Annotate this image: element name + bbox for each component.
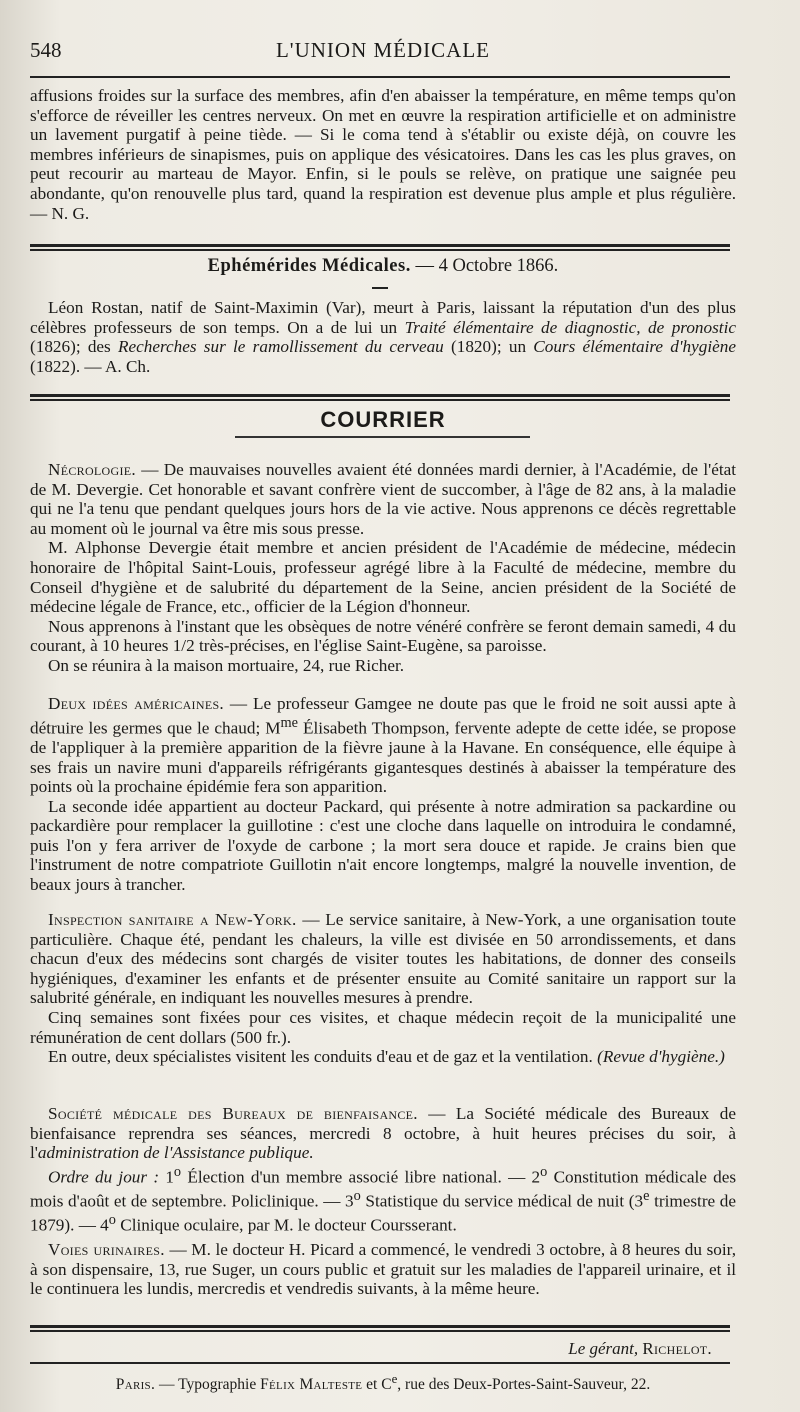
footer-divider-b [30, 1330, 730, 1332]
necrologie-paragraph-3: Nous apprenons à l'instant que les obsèques de notre vénéré confrère se feront demain samedi, 4 du courant, à 10 heures 1/2 très-précises, en l'église Saint-Eugène, sa paroisse. [30, 616, 736, 656]
ephemerides-date: — 4 Octobre 1866. [415, 256, 559, 276]
voies-paragraph: Voies urinaires. — M. le docteur H. Picard a commencé, le vendredi 3 octobre, à 8 heures du soir, à son dispensaire, 13, rue Suger, un cours public et gratuit sur les maladies de l'appareil urinaire, et il le continuera les lundis, mercredis et vendredis suivants, à la même heure. [30, 1240, 736, 1299]
societe-paragraph-2: Ordre du jour : 1$^o$ Élection d'un membre associé libre national. — 2$^o$ Constitution médicale des mois d'août et de septembre. Policlinique. — 3$^o$ Statistique du service médical de nuit (3e trimestre de 1879). — 4$^o$ Clinique oculaire, par M. le docteur Coursserant. [30, 1163, 737, 1236]
journal-title: L'UNION MÉDICALE [275, 38, 490, 62]
page-number: 548 [30, 38, 62, 62]
section-divider-1b [30, 249, 730, 251]
necrologie-section [30, 460, 736, 676]
signature-rule [30, 1362, 730, 1364]
ephemerides-title: Ephémérides Médicales. [207, 256, 411, 276]
idees-heading: Deux idées américaines. [48, 694, 225, 713]
societe-section [30, 1104, 736, 1236]
ephemerides-paragraph: Léon Rostan, natif de Saint-Maximin (Var), meurt à Paris, laissant la réputation d'un des plus célèbres professeurs de son temps. On a de lui un Traité élémentaire de diagnostic, de pronostic (1826); des Recherches sur le ramollissement du cerveau (1820); un Cours élémentaire d'hygiène (1822). — A. Ch. [30, 298, 736, 376]
intro-paragraph: affusions froides sur la surface des membres, afin d'en abaisser la température, en même temps qu'on s'efforce de réveiller les centres nerveux. On met en œuvre la respiration artificielle et on administre un lavement purgatif à peine tiède. — Si le coma tend à s'établir ou existe déjà, on couvre les membres inférieurs de sinapismes, puis on applique des vésicatoires. Dans les cas les plus graves, on peut recourir au marteau de Mayor. Enfin, si le pouls se relève, on pratique une saignée peu abondante, qu'on renouvelle plus tard, quand la respiration est devenue plus ample et plus régulière. — N. G. [30, 86, 736, 223]
ephemerides-section [30, 298, 736, 376]
inspection-section [30, 910, 736, 1067]
header-rule [30, 76, 730, 78]
ephemerides-dash [372, 287, 388, 289]
inspection-citation: (Revue d'hygiène.) [597, 1047, 725, 1067]
work-title-recherches: Recherches sur le ramollissement du cerveau [118, 337, 444, 357]
section-divider-2b [30, 399, 730, 401]
idees-paragraph-2: La seconde idée appartient au docteur Packard, qui présente à notre admiration sa packardine ou packardière pour remplacer la guillotine : c'est une cloche dans laquelle on introduira le condamné, puis l'on y fera arriver de l'oxyde de carbone ; la mort sera douce et rapide. Je crains bien que l'instrument de notre compatriote Guillotin n'ait encore longtemps, malgré la nouvelle invention, de beaux jours à trancher. [30, 796, 736, 895]
societe-heading: Société médicale des Bureaux de bienfaisance. [48, 1104, 418, 1123]
page-header [30, 38, 736, 72]
courrier-underline [235, 436, 530, 438]
signature-name: Richelot. [642, 1339, 712, 1358]
signature [30, 1339, 712, 1359]
section-divider-1 [30, 244, 730, 247]
idees-section [30, 694, 736, 895]
ordre-du-jour-label: Ordre du jour : [48, 1167, 160, 1187]
signature-label: Le gérant, [568, 1339, 639, 1358]
inspection-heading: Inspection sanitaire a New-York. [48, 910, 297, 929]
necrologie-paragraph-4: On se réunira à la maison mortuaire, 24, rue Richer. [48, 655, 405, 675]
printer-name: Félix Malteste [260, 1376, 363, 1394]
societe-paragraph-1: Société médicale des Bureaux de bienfaisance. — La Société médicale des Bureaux de bienfaisance reprendra ses séances, mercredi 8 octobre, à huit heures précises du soir, à l'administration de l'Assistance publique. [30, 1104, 736, 1163]
necrologie-heading: Nécrologie. [48, 460, 137, 479]
work-title-hygiene: Cours élémentaire d'hygiène [533, 337, 736, 357]
courrier-title: COURRIER [320, 407, 446, 432]
intro-section [30, 86, 736, 223]
section-divider-2 [30, 394, 730, 397]
idees-paragraph-1: Deux idées américaines. — Le professeur Gamgee ne doute pas que le froid ne soit aussi apte à détruire les germes que le chaud; $M^{me}$ Élisabeth Thompson, fervente adepte de cette idée, se propose de l'appliquer à la première apparition de la fièvre jaune à la Havane. En conséquence, elle équipe à ses frais un navire muni d'appareils réfrigérants gigantesques destinés à abaisser la température des points où la prochaine épidémie fera son apparition. [30, 694, 736, 797]
ephemerides-heading [30, 256, 736, 277]
printer-imprint: Paris. — Typographie Félix Malteste et Ce, rue des Deux-Portes-Saint-Sauveur, 22. [115, 1371, 651, 1394]
necrologie-paragraph-2: M. Alphonse Devergie était membre et ancien président de l'Académie de médecine, médecin honoraire de l'hôpital Saint-Louis, professeur agrégé libre à la Faculté de médecine, membre du Conseil d'hygiène et de salubrité du département de la Seine, ancien président de la Société de médecine légale de France, etc., officier de la Légion d'honneur. [30, 538, 736, 617]
voies-heading: Voies urinaires. [48, 1240, 165, 1259]
voies-section [30, 1240, 736, 1299]
footer-divider [30, 1325, 730, 1328]
inspection-paragraph-3: En outre, deux spécialistes visitent les conduits d'eau et de gaz et la ventilation. (Revue d'hygiène.) [48, 1047, 725, 1067]
inspection-paragraph-2: Cinq semaines sont fixées pour ces visites, et chaque médecin reçoit de la municipalité une rémunération de cent dollars (500 fr.). [30, 1007, 736, 1047]
necrologie-paragraph-1: Nécrologie. — De mauvaises nouvelles avaient été données mardi dernier, à l'Académie, de l'état de M. Devergie. Cet honorable et savant confrère vient de succomber, à l'âge de 82 ans, à la maladie qui ne l'a tenu que pendant quelques jours hors de la vie active. Nous apprenons ce décès regrettable au moment où le journal va être mis sous presse. [30, 460, 736, 538]
work-title-diagnostic: Traité élémentaire de diagnostic, de pronostic [404, 317, 736, 337]
inspection-paragraph-1: Inspection sanitaire a New-York. — Le service sanitaire, à New-York, a une organisation toute particulière. Chaque été, pendant les chaleurs, la ville est divisée en 50 arrondissements, et dans chacun d'eux des médecins sont chargés de visiter toutes les habitations, de donner des conseils hygiéniques, d'examiner les enfants et de présenter ensuite au Comité sanitaire un rapport sur la salubrité générale, en indiquant les nouvelles mesures à prendre. [30, 910, 737, 1008]
